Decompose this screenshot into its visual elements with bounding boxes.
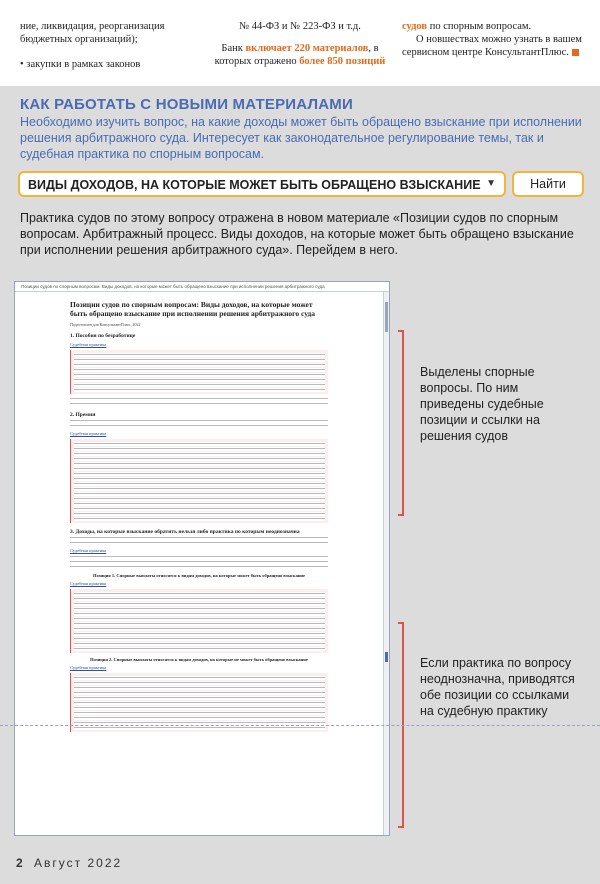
doc-link-practice-2[interactable]: Судебная практика — [70, 431, 107, 436]
divider-dashed — [0, 725, 600, 726]
document-prepared: Подготовлен для КонсультантПлюс, 2022 — [70, 322, 141, 327]
doc-section-1: 1. Пособия по безработице — [70, 333, 136, 339]
doc-link-practice-1[interactable]: Судебная практика — [70, 342, 107, 347]
column-2 — [210, 20, 390, 68]
col3-orange: судов — [402, 21, 428, 32]
doc-quote-4 — [70, 673, 328, 732]
main-content — [0, 86, 600, 884]
col2-included: включает 220 материалов — [245, 43, 369, 54]
doc-section-3: 3. Доходы, на которые взыскание обратить нельзя либо практика по которым неоднозначна — [70, 529, 300, 535]
annotation-note-2: Если практика по вопросу неоднозначна, приводятся обе позиции со ссылками на судебную практику — [420, 656, 575, 718]
col2-line1: № 44-ФЗ и № 223-ФЗ и т.д. — [239, 21, 361, 32]
col1-text: ние, ликвидация, реорганизация бюджетных организаций); — [20, 21, 165, 45]
document-header: Позиции судов по спорным вопросам. Виды доходов, на которые может быть обращено взыскание при исполнении решения арбитражного суда — [15, 282, 389, 292]
column-1 — [20, 20, 200, 71]
search-value: ВИДЫ ДОХОДОВ, НА КОТОРЫЕ МОЖЕТ БЫТЬ ОБРАЩЕНО ВЗЫСКАНИЕ — [28, 178, 481, 192]
end-square-icon — [572, 49, 579, 56]
document-scrollbar[interactable] — [383, 292, 389, 836]
doc-quote-3 — [70, 589, 328, 653]
annotation-note-1: Выделены спорные вопросы. По ним приведены судебные позиции и ссылки на решения судов — [420, 365, 544, 443]
col2-paragraph — [210, 42, 390, 68]
doc-position-1: Позиция 1. Спорные выплаты относятся к видам доходов, на которые может быть обращено взыскание — [92, 573, 306, 578]
doc-quote-2 — [70, 439, 328, 523]
page-footer — [16, 856, 122, 870]
document-screenshot — [14, 281, 390, 836]
col2-bank: Банк — [221, 43, 243, 54]
col3-line1 — [402, 20, 582, 33]
doc-link-practice-5[interactable]: Судебная практика — [70, 665, 107, 670]
col3-line2: О новшествах можно узнать в вашем сервисном центре КонсультантПлюс. — [402, 34, 582, 58]
col2-mid: , в которых отражено — [214, 43, 379, 67]
scroll-thumb[interactable] — [385, 302, 388, 332]
document-title: Позиции судов по спорным вопросам: Виды доходов, на которые может быть обращено взыскание при исполнении решения арбитражного суда — [70, 300, 316, 318]
search-button[interactable]: Найти — [512, 171, 584, 197]
intro-paragraph: Практика судов по этому вопросу отражена в новом материале «Позиции судов по спорным вопросам. Арбитражный процесс. Виды доходов, на которые может быть обращено взыскание при исполнении решения арбитражного суда». Перейдем в него. — [20, 211, 574, 257]
annotation-bracket-1 — [398, 330, 404, 516]
col1-bullet: • закупки в рамках законов — [20, 59, 141, 70]
col2-count: более 850 позиций — [299, 56, 386, 67]
document-body — [70, 300, 328, 732]
search-input[interactable] — [18, 171, 506, 197]
doc-quote-1 — [70, 350, 328, 394]
scroll-marker — [385, 652, 388, 662]
section-title: КАК РАБОТАТЬ С НОВЫМИ МАТЕРИАЛАМИ — [20, 96, 353, 113]
page-number: 2 — [16, 856, 23, 870]
dropdown-arrow-icon[interactable]: ▼ — [486, 178, 496, 189]
top-strip — [0, 0, 600, 86]
doc-section-2: 2. Премии — [70, 412, 96, 418]
doc-position-2: Позиция 2. Спорные выплаты относятся к видам доходов, на которые не может быть обращено взыскание — [90, 657, 308, 662]
section-lead: Необходимо изучить вопрос, на какие доходы может быть обращено взыскание при исполнении решения арбитражного суда. Интересует как законодательное регулирование темы, так и судебная практика по спорным вопросам. — [20, 115, 582, 161]
footer-month: Август 2022 — [34, 856, 123, 870]
search-bar — [18, 171, 584, 197]
column-3 — [402, 20, 582, 59]
doc-link-practice-3[interactable]: Судебная практика — [70, 548, 107, 553]
doc-link-practice-4[interactable]: Судебная практика — [70, 581, 107, 586]
col3-rest: по спорным вопросам. — [427, 21, 532, 32]
